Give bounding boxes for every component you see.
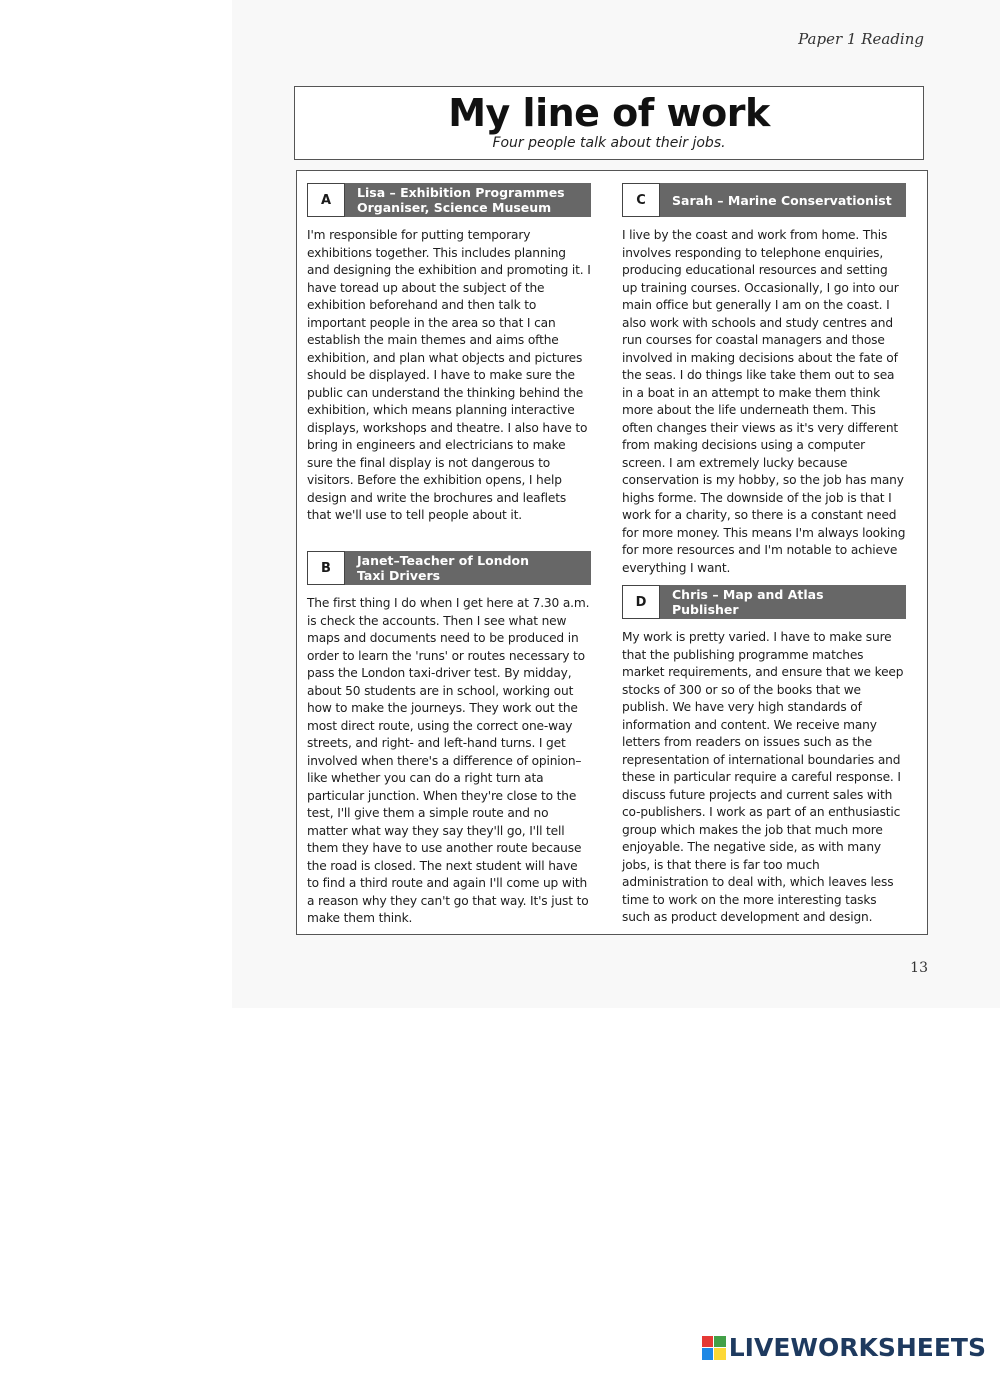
section-b [307,551,591,928]
section-letter: B [307,551,345,585]
section-letter: A [307,183,345,217]
title-box [294,86,924,160]
liveworksheets-logo[interactable] [702,1333,986,1362]
section-c [622,183,906,577]
person-title-line1: Chris – Map and Atlas Publisher [672,587,824,617]
section-header [307,551,591,585]
section-a [307,183,591,525]
page-number: 13 [910,960,928,976]
person-title-bar [660,585,906,619]
section-header [307,183,591,217]
articles-box [296,170,928,935]
section-header [622,585,906,619]
person-title-bar [345,183,591,217]
person-title-line1: Lisa – Exhibition Programmes [357,185,565,200]
section-text: My work is pretty varied. I have to make sure that the publishing programme matches market requirements, and ensure that we keep stocks of 300 or so of the books that we publish. We have very high standards of information and content. We receive many letters from readers on issues such as the representation of international boundaries and these in particular require a careful response. I discuss future projects and current sales with co-publishers. I work as part of an enthusiastic group which makes the job that much more enjoyable. The negative side, as with many jobs, is that there is far too much administration to deal with, which leaves less time to work on the more interesting tasks such as product development and design. [622,630,904,924]
liveworksheets-wordmark: LIVEWORKSHEETS [728,1333,986,1362]
section-letter: C [622,183,660,217]
person-title-line1: Janet–Teacher of London [357,553,530,568]
section-letter: D [622,585,660,619]
person-title-line2: Organiser, Science Museum [357,200,552,215]
section-d [622,585,906,927]
page-title: My line of work [448,91,770,135]
section-text: The first thing I do when I get here at 7.30 a.m. is check the accounts. Then I see what new maps and documents need to be produced in order to learn the 'runs' or routes necessary to pass the London taxi-driver test. By midday, about 50 students are in school, working out how to make the journeys. They work out the most direct route, using the correct one-way streets, and right- and left-hand turns. I get involved when there's a difference of opinion– like whether you can do a right turn ata particular junction. When they're close to the test, I'll give them a simple route and no matter what way they say they'll go, I'll tell them they have to use another route because the road is closed. The next student will have to find a third route and again I'll come up with a reason why they can't go that way. It's just to make them think. [307,596,590,925]
section-text: I live by the coast and work from home. This involves responding to telephone enquiries, producing educational resources and setting up training courses. Occasionally, I go into our main office but generally I am on the coast. I also work with schools and study centres and run courses for coastal managers and those involved in making decisions about the fate of the seas. I do things like take them out to sea in a boat in an attempt to make them think more about the life underneath them. This often changes their views as it's very different from making decisions using a computer screen. I am extremely lucky because conservation is my hobby, so the job has many highs forme. The downside of the job is that I work for a charity, so there is a constant need for more money. This means I'm always looking for more resources and I'm notable to achieve everything I want. [622,228,906,575]
person-title-line2: Taxi Drivers [357,568,441,583]
liveworksheets-icon [702,1336,726,1360]
section-text: I'm responsible for putting temporary exhibitions together. This includes planning and designing the exhibition and promoting it. I have toread up about the subject of the exhibition beforehand and then talk to important people in the area so that I can establish the main themes and aims ofthe exhibition, and plan what objects and pictures should be displayed. I have to make sure the public can understand the thinking behind the exhibition, which means planning interactive displays, workshops and theatre. I also have to bring in engineers and electricians to make sure the final display is not dangerous to visitors. Before the exhibition opens, I help design and write the brochures and leaflets that we'll use to tell people about it. [307,228,591,522]
section-header [622,183,906,217]
running-head: Paper 1 Reading [798,30,924,48]
person-title-bar [345,551,591,585]
page-subtitle: Four people talk about their jobs. [492,135,726,151]
person-title-bar [660,183,906,217]
person-title-line1: Sarah – Marine Conservationist [672,192,892,208]
